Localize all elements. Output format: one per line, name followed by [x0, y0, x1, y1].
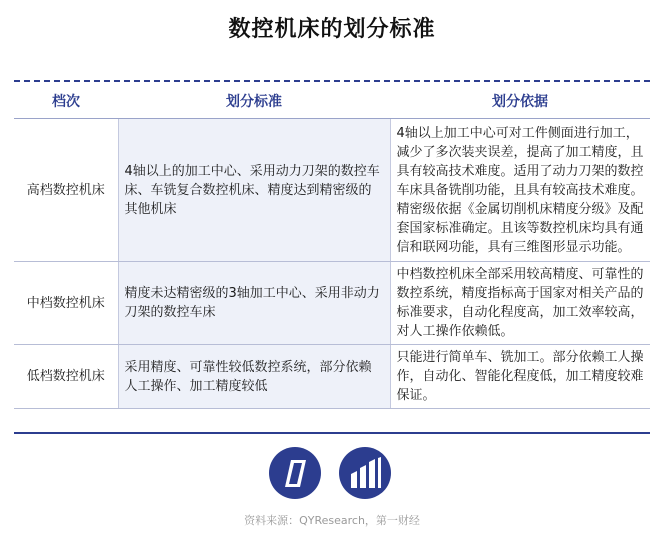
grade-cell: 低档数控机床	[14, 345, 118, 409]
classification-table	[14, 84, 650, 409]
header-standard: 划分标准	[118, 84, 390, 119]
publisher-logo-slanted-block-icon	[268, 446, 322, 500]
grade-cell: 中档数控机床	[14, 262, 118, 345]
standard-cell: 精度未达精密级的3轴加工中心、采用非动力刀架的数控车床	[118, 262, 390, 345]
table-row	[14, 119, 650, 262]
top-divider	[14, 80, 650, 82]
bottom-divider	[14, 432, 650, 434]
header-basis: 划分依据	[390, 84, 650, 119]
logo-group	[0, 446, 664, 502]
source-note: 资料来源：QYResearch，第一财经	[244, 514, 420, 527]
basis-cell: 中档数控机床全部采用较高精度、可靠性的数控系统，精度指标高于国家对相关产品的标准要求，自动化程度高，加工效率较高，对人工操作依赖低。	[390, 262, 650, 345]
page-title: 数控机床的划分标准	[228, 17, 436, 42]
basis-cell: 4轴以上加工中心可对工件侧面进行加工，减少了多次装夹误差，提高了加工精度，且具有较高技术难度。适用了动力刀架的数控车床具备铣削功能，且具有较高技术难度。精密级依据《金属切削机床精度分级》及配套国家标准确定。且该等数控机床均具有通信和联网功能，具有三维图形显示功能。	[390, 119, 650, 262]
table-header-row	[14, 84, 650, 119]
grade-cell: 高档数控机床	[14, 119, 118, 262]
header-grade: 档次	[14, 84, 118, 119]
publisher-logo-rising-bars-icon	[338, 446, 392, 500]
table-row	[14, 345, 650, 409]
standard-cell: 采用精度、可靠性较低数控系统，部分依赖人工操作、加工精度较低	[118, 345, 390, 409]
basis-cell: 只能进行简单车、铣加工。部分依赖工人操作，自动化、智能化程度低，加工精度较难保证。	[390, 345, 650, 409]
table-row	[14, 262, 650, 345]
standard-cell: 4轴以上的加工中心、采用动力刀架的数控车床、车铣复合数控机床、精度达到精密级的其他机床	[118, 119, 390, 262]
